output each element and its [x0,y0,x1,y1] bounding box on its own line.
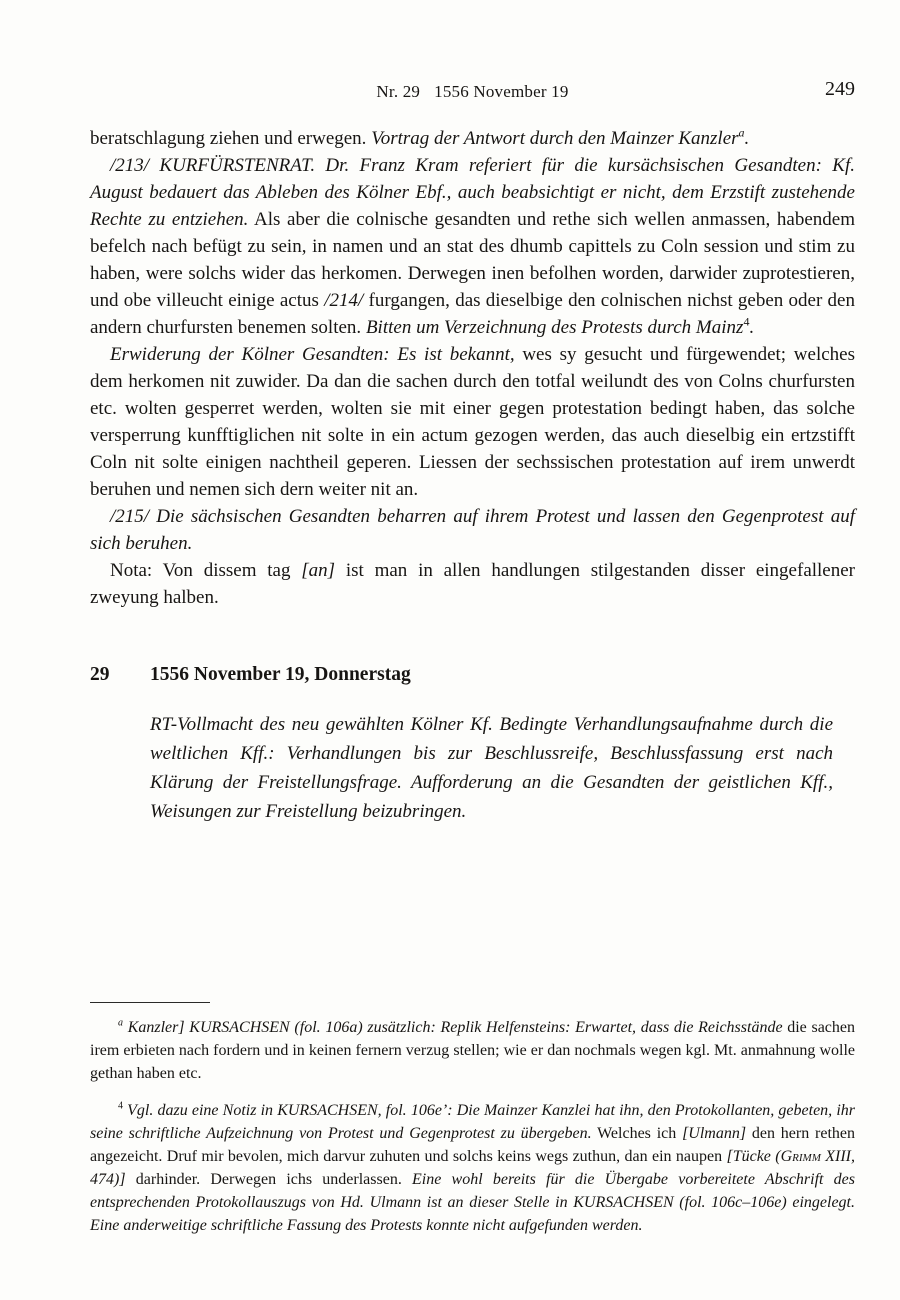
section-heading [90,661,855,688]
footnote-marker: 4 [743,314,750,329]
text-segment: furgangen, das dieselbige den colnischen nichst geben oder den andern churfursten benemen solten. [90,290,855,338]
running-head-number: Nr. 29 [376,82,421,101]
body-paragraph [90,125,855,152]
body-paragraph [90,341,855,503]
abstract-paragraph [150,710,833,826]
text-segment: ist man in allen handlungen stilgestanden disser eingefallener zweyung halben. [90,560,855,608]
text-segment: /215/ Die sächsischen Gesandten beharren auf ihrem Protest und lassen den Gegenprotest auf sich beruhen. [90,506,855,554]
text-segment: Nota: Von dissem tag [110,560,302,581]
body-paragraph [90,152,855,341]
text-segment: XIII, 474)] [90,1148,856,1188]
page-number: 249 [825,78,855,100]
footnote-4 [90,1099,855,1237]
section-title: 1556 November 19, Donnerstag [150,664,411,685]
body-paragraph [90,557,855,611]
body-text [90,125,855,611]
text-segment: wes sy gesucht und fürgewendet; welches dem herkomen nit zuwider. Da dan die sachen durch den totfal weilundt des von Colns churfursten etc. wolten gesperret werden, wolten sie mit einer gegen protestation bedingt haben, das solche versperrung kunfftiglichen nit solte in ein actum gezogen werden, das auch dieselbig ein ertzstifft Coln nit solte einigen nachtheil geperen. Liessen der sechssischen protestation auf irem unwerdt beruhen und nemen sich dern weiter nit an. [90,344,855,500]
text-segment: Welches ich [591,1125,683,1142]
text-segment: [Ulmann] [682,1125,747,1142]
footnote-a [90,1016,855,1085]
footnotes [90,1016,855,1237]
text-segment: die sachen irem erbieten nach fordern und in keinen fernern verzug stellen; wie er dan nochmals wegen kgl. Mt. anmahnung wolle gethan haben etc. [90,1019,856,1082]
text-segment: Grimm [780,1148,821,1165]
text-segment: [an] [301,560,336,581]
text-segment: Vgl. dazu eine Notiz in KURSACHSEN, fol. 106e’: Die Mainzer Kanzlei hat ihn, den Protokollanten, gebeten, ihr seine schriftliche Aufzeichnung von Protest und Gegenprotest zu übergeben. [90,1102,855,1142]
text-segment: Eine wohl bereits für die Übergabe vorbereitete Abschrift des entsprechenden Protokollauszugs von Hd. Ulmann ist an dieser Stelle in KURSACHSEN (fol. 106c–106e) eingelegt. Eine anderweitige schriftliche Fassung des Protests konnte nicht aufgefunden werden. [90,1171,856,1234]
text-segment: Bitten um Verzeichnung des Protests durch Mainz [365,317,744,338]
text-segment: beratschlagung ziehen und erwegen. [90,128,372,149]
footnote-block [90,1002,855,1237]
footnote-marker: a [118,1017,123,1029]
text-segment: . [749,317,755,338]
text-segment: den hern rethen angezeicht. Druf mir bevolen, mich darvur zuhuten und solchs keins wegs zuthun, dan ein naupen [90,1125,855,1165]
running-head-date: 1556 November 19 [434,82,569,101]
body-paragraph [90,503,855,557]
text-segment: darhinder. Derwegen ichs underlassen. [125,1171,413,1188]
text-segment: Vortrag der Antwort durch den Mainzer Kanzler [371,128,739,149]
text-segment: RT-Vollmacht des neu gewählten Kölner Kf. Bedingte Verhandlungsaufnahme durch die weltlichen Kff.: Verhandlungen bis zur Beschlussreife, Beschlussfassung erst nach Klärung der Freistellungsfrage. Aufforderung an die Gesandten der geistlichen Kff., Weisungen zur Freistellung beizubringen. [150,714,833,822]
text-segment: Erwiderung der Kölner Gesandten: Es ist bekannt, [110,344,515,365]
running-head [90,80,855,104]
footnote-separator-rule [90,1002,210,1003]
section-number: 29 [90,664,110,685]
text-segment: Kanzler] KURSACHSEN (fol. 106a) zusätzlich: Replik Helfensteins: Erwartet, dass die Reichsstände [123,1019,783,1036]
text-segment: . [744,128,750,149]
text-segment: [Tücke ( [726,1148,781,1165]
text-segment: /214/ [324,290,364,311]
text-segment: Als aber die colnische gesandten und rethe sich wellen anmassen, habendem befelch nach befügt zu sein, in namen und an stat des dhumb capittels zu Coln session und stim zu haben, were solchs wider das herkomen. Derwegen inen befolhen worden, darwider zuprotestieren, und obe villeucht einige actus [90,209,855,311]
footnote-marker: a [738,125,745,140]
section-abstract [150,710,833,826]
running-head-title [90,80,855,104]
footnote-marker: 4 [118,1100,123,1112]
text-segment: /213/ KURFÜRSTENRAT. Dr. Franz Kram referiert für die kursächsischen Gesandten: Kf. August bedauert das Ableben des Kölner Ebf., auch beabsichtigt er nicht, dem Erzstift zustehende Rechte zu entziehen. [90,155,855,230]
